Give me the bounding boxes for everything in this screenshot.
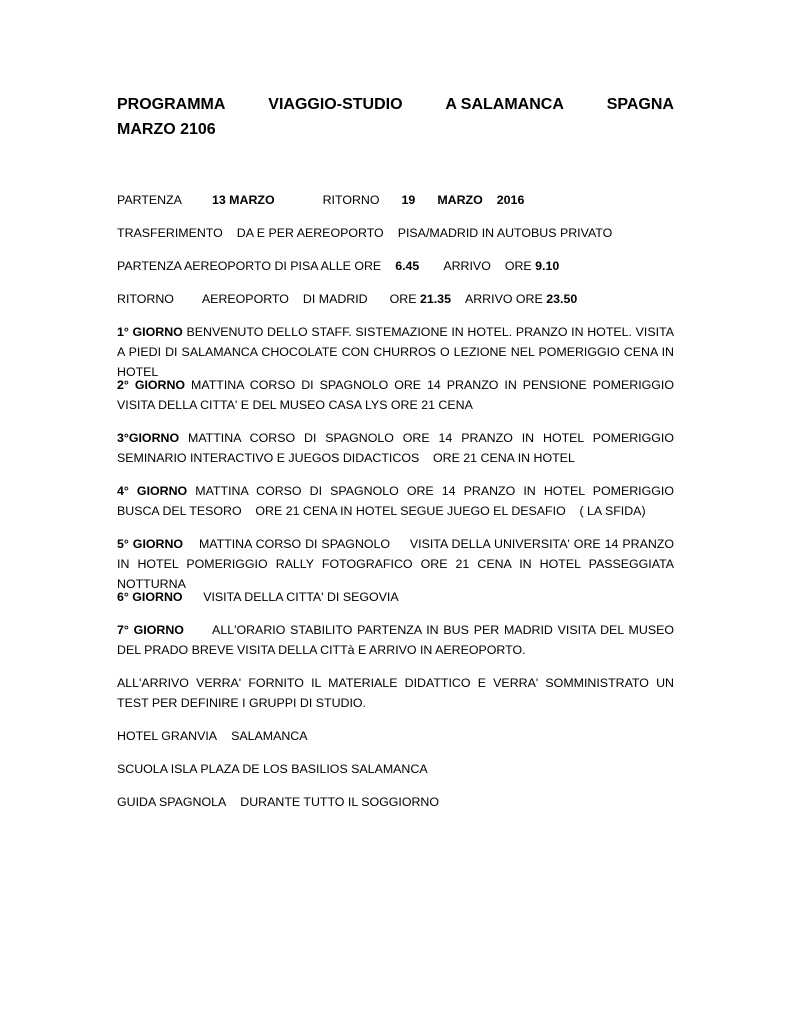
day-2-label: 2° GIORNO [117,378,186,392]
day-7-text: ALL'ORARIO STABILITO PARTENZA IN BUS PER MADRID VISITA DEL MUSEO DEL PRADO BREVE VISITA DELLA CITTà E ARRIVO IN AEREOPORTO. [117,623,678,657]
day-2 [117,375,678,415]
ritorno-arrivo-time: 23.50 [546,292,578,306]
day-2-text: MATTINA CORSO DI SPAGNOLO ORE 14 PRANZO IN PENSIONE POMERIGGIO VISITA DELLA CITTA' E DEL MUSEO CASA LYS ORE 21 CENA [117,378,678,412]
day-6-text: VISITA DELLA CITTA' DI SEGOVIA [182,590,399,604]
partenza-label: PARTENZA [117,193,182,207]
trasferimento-rest: PISA/MADRID IN AUTOBUS PRIVATO [397,226,613,240]
day-7-label: 7° GIORNO [117,623,184,637]
ritorno-madrid: DI MADRID [302,292,368,306]
title-word-salamanca: A SALAMANCA [445,96,564,113]
day-7 [117,620,678,660]
day-3 [117,428,678,468]
ritorno-time: 21.35 [419,292,451,306]
day-6-label: 6° GIORNO [117,590,183,604]
title-word-viaggio-studio: VIAGGIO-STUDIO [268,96,403,113]
hotel-label: HOTEL GRANVIA [117,729,218,743]
title-line-2: MARZO 2106 [117,121,216,138]
trasferimento-line [117,223,674,243]
ritorno-day: 19 [401,193,416,207]
partenza-aeroporto-ore: ORE [504,259,532,273]
guida-rest: DURANTE TUTTO IL SOGGIORNO [240,795,439,809]
ritorno-line [117,289,674,309]
scuola-line: SCUOLA ISLA PLAZA DE LOS BASILIOS SALAMANCA [117,762,428,776]
document-title [117,92,674,142]
ritorno-line-label: RITORNO [117,292,174,306]
day-4-label: 4° GIORNO [117,484,188,498]
day-3-text: MATTINA CORSO DI SPAGNOLO ORE 14 PRANZO IN HOTEL POMERIGGIO SEMINARIO INTERACTIVO E JUEGOS DIDACTICOS ORE 21 CENA IN HOTEL [117,431,678,465]
day-1 [117,322,678,382]
day-5-label: 5° GIORNO [117,537,184,551]
title-word-programma: PROGRAMMA [117,96,226,113]
arrivo-note: ALL'ARRIVO VERRA' FORNITO IL MATERIALE DIDATTICO E VERRA' SOMMINISTRATO UN TEST PER DEFINIRE I GRUPPI DI STUDIO. [117,676,674,710]
partenza-date: 13 MARZO [211,193,275,207]
day-5-text: MATTINA CORSO DI SPAGNOLO VISITA DELLA UNIVERSITA' ORE 14 PRANZO IN HOTEL POMERIGGIO RALLY FOTOGRAFICO ORE 21 CENA IN HOTEL PASSEGGIATA NOTTURNA [117,537,678,591]
partenza-aeroporto-arrivo-time: 9.10 [535,259,560,273]
day-4-text: MATTINA CORSO DI SPAGNOLO ORE 14 PRANZO IN HOTEL POMERIGGIO BUSCA DEL TESORO ORE 21 CENA IN HOTEL SEGUE JUEGO EL DESAFIO ( LA SFIDA) [117,484,685,518]
ritorno-aeroporto: AEREOPORTO [201,292,289,306]
partenza-aeroporto-label: PARTENZA AEREOPORTO DI PISA ALLE ORE [117,259,382,273]
hotel-city: SALAMANCA [231,729,308,743]
day-1-label: 1° GIORNO [117,325,183,339]
partenza-line [117,190,674,210]
ritorno-month: MARZO [437,193,483,207]
partenza-aeroporto-time: 6.45 [395,259,420,273]
ritorno-year: 2016 [496,193,525,207]
title-word-spagna: SPAGNA [606,96,674,113]
partenza-aeroporto-line [117,256,674,276]
day-1-text: BENVENUTO DELLO STAFF. SISTEMAZIONE IN HOTEL. PRANZO IN HOTEL. VISITA A PIEDI DI SALAMANCA CHOCOLATE CON CHURROS O LEZIONE NEL POMERIGGIO CENA IN HOTEL [117,325,678,379]
ritorno-arrivo: ARRIVO ORE [464,292,543,306]
guida-label: GUIDA SPAGNOLA [117,795,227,809]
day-5 [117,534,678,594]
day-3-label: 3°GIORNO [117,431,180,445]
title-line-1 [117,92,674,117]
hotel-line [117,726,674,746]
partenza-aeroporto-arrivo: ARRIVO [443,259,491,273]
document-page [117,92,685,809]
trasferimento-label: TRASFERIMENTO [117,226,223,240]
day-6 [117,587,674,607]
ritorno-ore: ORE [389,292,417,306]
trasferimento-mid: DA E PER AEREOPORTO [236,226,384,240]
day-4 [117,481,685,521]
guida-line [117,792,674,812]
ritorno-label: RITORNO [322,193,380,207]
